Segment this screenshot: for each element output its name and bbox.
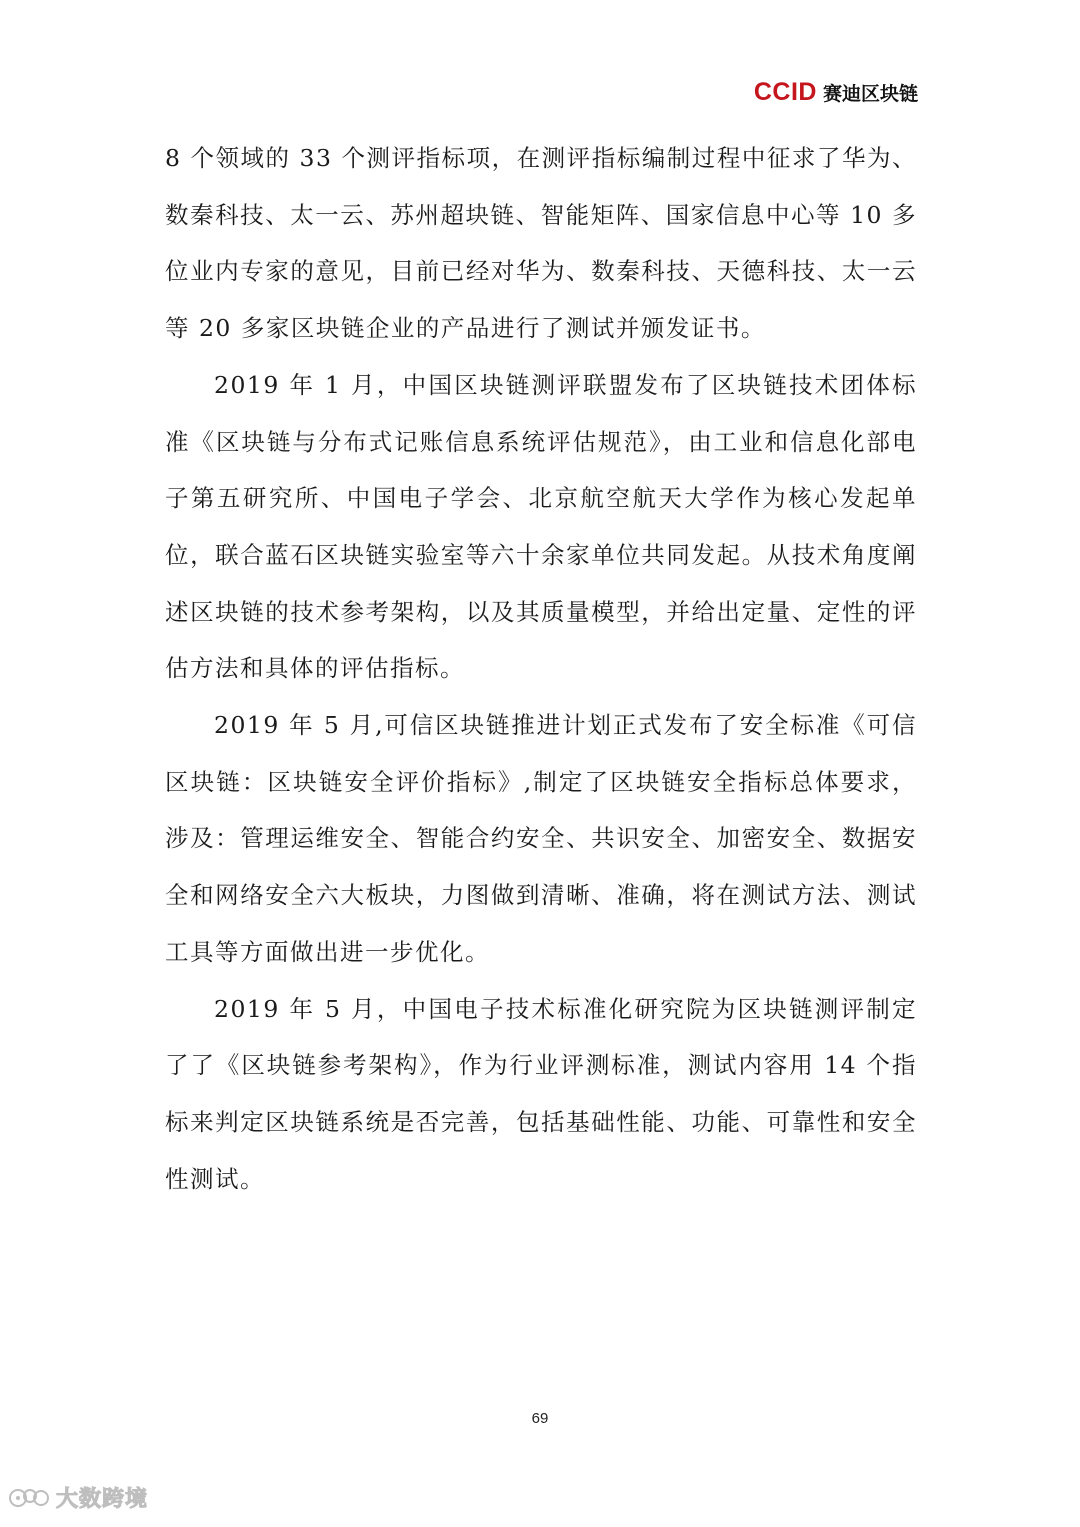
paragraph-2: 2019 年 1 月，中国区块链测评联盟发布了区块链技术团体标准《区块链与分布式记账信息系统评估规范》，由工业和信息化部电子第五研究所、中国电子学会、北京航空航天大学作为核心发起单位，联合蓝石区块链实验室等六十余家单位共同发起。从技术角度阐述区块链的技术参考架构，以及其质量模型，并给出定量、定性的评估方法和具体的评估指标。 — [165, 370, 917, 683]
watermark-text: 大数跨境 — [56, 1487, 149, 1512]
document-body — [165, 130, 917, 1207]
brand-subtitle: 赛迪区块链 — [822, 83, 918, 105]
page-header — [754, 78, 918, 107]
paragraph-4: 2019 年 5 月，中国电子技术标准化研究院为区块链测评制定了了《区块链参考架构》，作为行业评测标准，测试内容用 14 个指标来判定区块链系统是否完善，包括基础性能、功能、可靠性和安全性测试。 — [165, 994, 917, 1193]
paragraph-1: 8 个领域的 33 个测评指标项，在测评指标编制过程中征求了华为、数秦科技、太一云、苏州超块链、智能矩阵、国家信息中心等 10 多位业内专家的意见，目前已经对华为、数秦科技、天德科技、太一云等 20 多家区块链企业的产品进行了测试并颁发证书。 — [165, 144, 917, 343]
watermark-logo-icon — [8, 1485, 52, 1511]
brand-logo-text: CCID — [753, 78, 817, 106]
watermark — [8, 1482, 148, 1513]
page-number: 69 — [531, 1410, 549, 1427]
paragraph-3: 2019 年 5 月,可信区块链推进计划正式发布了安全标准《可信区块链：区块链安全评价指标》,制定了区块链安全指标总体要求，涉及：管理运维安全、智能合约安全、共识安全、加密安全、数据安全和网络安全六大板块，力图做到清晰、准确，将在测试方法、测试工具等方面做出进一步优化。 — [165, 711, 917, 966]
